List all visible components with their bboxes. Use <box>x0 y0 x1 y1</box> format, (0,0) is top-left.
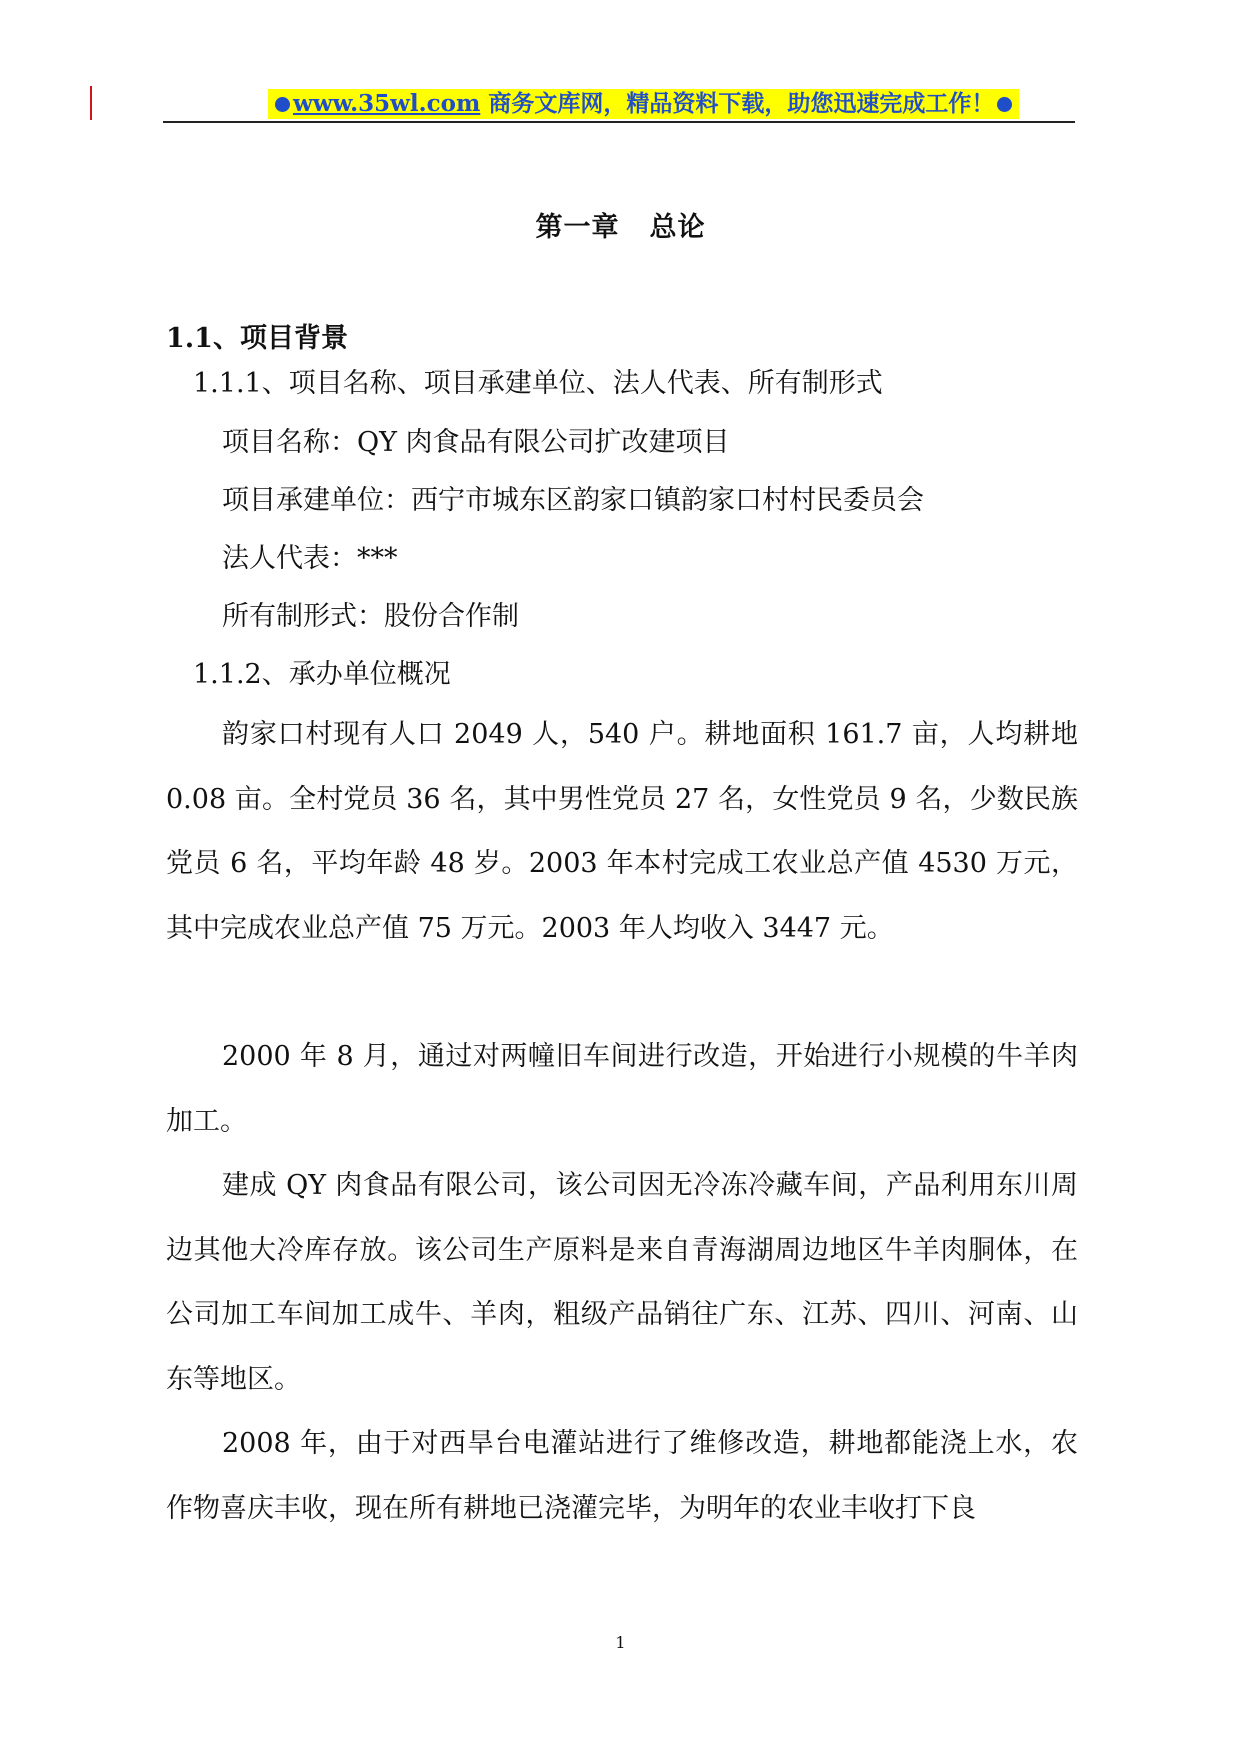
project-name-line: 项目名称：QY 肉食品有限公司扩改建项目 <box>222 427 730 458</box>
bullet-dot-icon <box>275 97 290 112</box>
chapter-number: 第一章 <box>535 212 620 243</box>
header-slogan: 商务文库网，精品资料下载，助您迅速完成工作！ <box>480 90 995 117</box>
page-number: 1 <box>615 1633 626 1652</box>
chapter-name: 总论 <box>649 212 706 243</box>
header-divider <box>163 121 1075 123</box>
bullet-dot-icon <box>997 97 1012 112</box>
header-banner <box>268 89 1019 119</box>
body-paragraph: 建成 QY 肉食品有限公司，该公司因无冷冻冷藏车间，产品利用东川周边其他大冷库存放。该公司生产原料是来自青海湖周边地区牛羊肉胴体，在公司加工车间加工成牛、羊肉，粗级产品销往广东、江苏、四川、河南、山东等地区。 <box>166 1170 1078 1395</box>
chapter-title <box>0 205 1241 244</box>
body-paragraph: 2008 年，由于对西旱台电灌站进行了维修改造，耕地都能浇上水，农作物喜庆丰收，现在所有耕地已浇灌完毕，为明年的农业丰收打下良 <box>166 1428 1078 1524</box>
legal-rep-line: 法人代表：*** <box>222 543 398 574</box>
subsection-heading: 1.1.2、承办单位概况 <box>193 659 451 690</box>
section-heading: 1.1、项目背景 <box>166 323 348 354</box>
ownership-line: 所有制形式：股份合作制 <box>222 601 519 632</box>
site-link[interactable]: www.35wl.com <box>293 90 481 117</box>
body-paragraph: 韵家口村现有人口 2049 人，540 户。耕地面积 161.7 亩，人均耕地 0.08 亩。全村党员 36 名，其中男性党员 27 名，女性党员 9 名，少数民族党员 6 名，平均年龄 48 岁。2003 年本村完成工农业总产值 4530 万元，其中完成农业总产值 75 万元。2003 年人均收入 3447 元。 <box>166 719 1078 944</box>
body-paragraph: 2000 年 8 月，通过对两幢旧车间进行改造，开始进行小规模的牛羊肉加工。 <box>166 1041 1078 1137</box>
subsection-heading: 1.1.1、项目名称、项目承建单位、法人代表、所有制形式 <box>193 368 883 399</box>
builder-line: 项目承建单位：西宁市城东区韵家口镇韵家口村村民委员会 <box>222 485 924 516</box>
revision-mark <box>90 86 92 120</box>
